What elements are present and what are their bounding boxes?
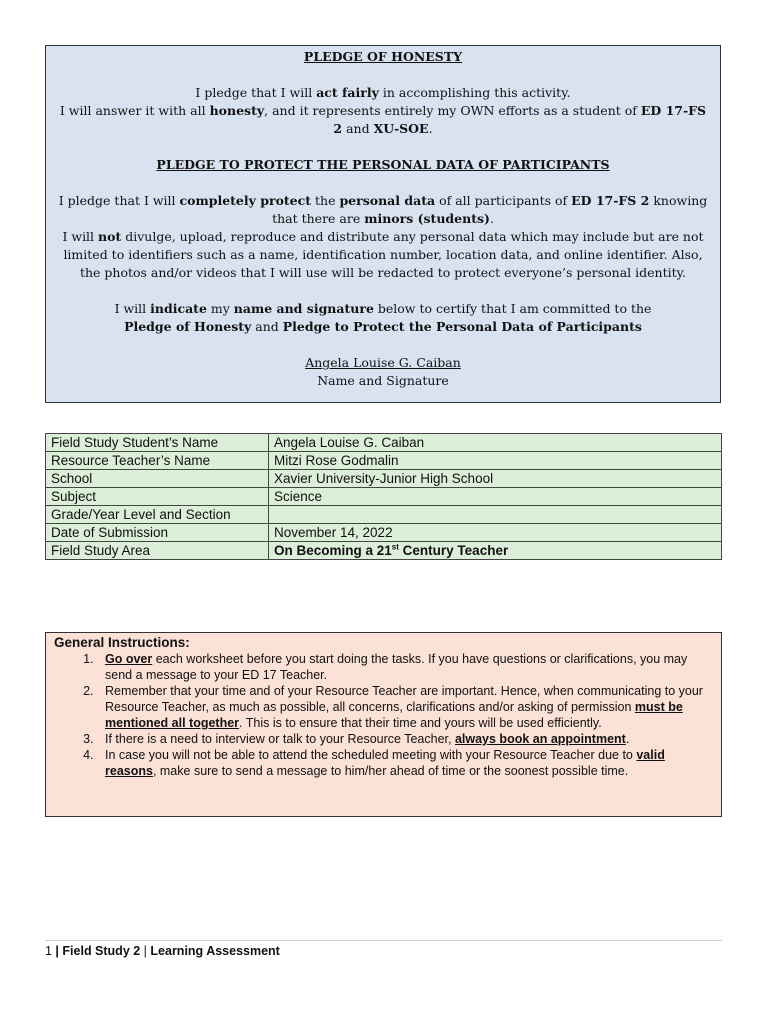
row-value: Angela Louise G. Caiban xyxy=(269,434,722,452)
row-label: School xyxy=(46,470,269,488)
instructions-list xyxy=(54,651,713,779)
list-item: 3. If there is a need to interview or talk to your Resource Teacher, always book an appointment. xyxy=(97,731,713,747)
pledge-line-pledges: Pledge of Honesty and Pledge to Protect the Personal Data of Participants xyxy=(124,319,642,334)
page-number: 1 xyxy=(45,944,52,958)
signature-label: Name and Signature xyxy=(317,373,449,388)
pledge-box xyxy=(45,45,721,403)
table-row xyxy=(46,452,722,470)
row-value: Xavier University-Junior High School xyxy=(269,470,722,488)
pledge-line-act-fairly: I pledge that I will act fairly in accomplishing this activity. xyxy=(195,85,571,100)
row-label: Resource Teacher’s Name xyxy=(46,452,269,470)
footer-title: Learning Assessment xyxy=(150,944,280,958)
table-row xyxy=(46,434,722,452)
general-instructions-box xyxy=(45,632,722,817)
pledge-line-protect: I pledge that I will completely protect the personal data of all participants of ED 17-FS 2 knowing that there are minors (students). xyxy=(58,193,708,226)
list-item: 1. Go over each worksheet before you start doing the tasks. If you have questions or clarifications, you may send a message to your ED 17 Teacher. xyxy=(97,651,713,683)
list-item: 2. Remember that your time and of your Resource Teacher are important. Hence, when communicating to your Resource Teacher, as much as possible, all concerns, clarifications and/or asking of permission must be mentioned all together. This is to ensure that their time and yours will be used efficiently. xyxy=(97,683,713,731)
pledge-data-title: PLEDGE TO PROTECT THE PERSONAL DATA OF PARTICIPANTS xyxy=(156,157,610,172)
pledge-line-indicate: I will indicate my name and signature below to certify that I am committed to the xyxy=(114,301,652,316)
row-label: Date of Submission xyxy=(46,524,269,542)
pledge-line-honesty: I will answer it with all honesty, and it represents entirely my OWN efforts as a student of ED 17-FS 2 and XU-SOE. xyxy=(59,103,707,136)
table-row xyxy=(46,524,722,542)
signer-name: Angela Louise G. Caiban xyxy=(305,355,461,370)
footer-course: Field Study 2 xyxy=(62,944,141,958)
row-value: Mitzi Rose Godmalin xyxy=(269,452,722,470)
table-row xyxy=(46,470,722,488)
row-label: Grade/Year Level and Section xyxy=(46,506,269,524)
list-item: 4. In case you will not be able to attend the scheduled meeting with your Resource Teacher due to valid reasons, make sure to send a message to him/her ahead of time or the soonest possible time. xyxy=(97,747,713,779)
instructions-title: General Instructions: xyxy=(54,635,190,650)
table-row xyxy=(46,506,722,524)
row-label: Field Study Student’s Name xyxy=(46,434,269,452)
table-row xyxy=(46,488,722,506)
row-label: Field Study Area xyxy=(46,542,269,560)
student-info-table xyxy=(45,433,722,560)
pledge-honesty-title: PLEDGE OF HONESTY xyxy=(303,49,463,64)
row-value: Science xyxy=(269,488,722,506)
table-row xyxy=(46,542,722,560)
row-value xyxy=(269,506,722,524)
field-study-area-value: On Becoming a 21st Century Teacher xyxy=(269,542,722,560)
row-value: November 14, 2022 xyxy=(269,524,722,542)
row-label: Subject xyxy=(46,488,269,506)
pledge-line-not-divulge: I will not divulge, upload, reproduce and distribute any personal data which may include but are not limited to identifiers such as a name, identification number, location data, and online identifier. Also, the photos and/or videos that I will use will be redacted to protect everyone’s personal identity. xyxy=(62,229,704,280)
page-footer: 1 | Field Study 2 | Learning Assessment xyxy=(45,940,722,958)
